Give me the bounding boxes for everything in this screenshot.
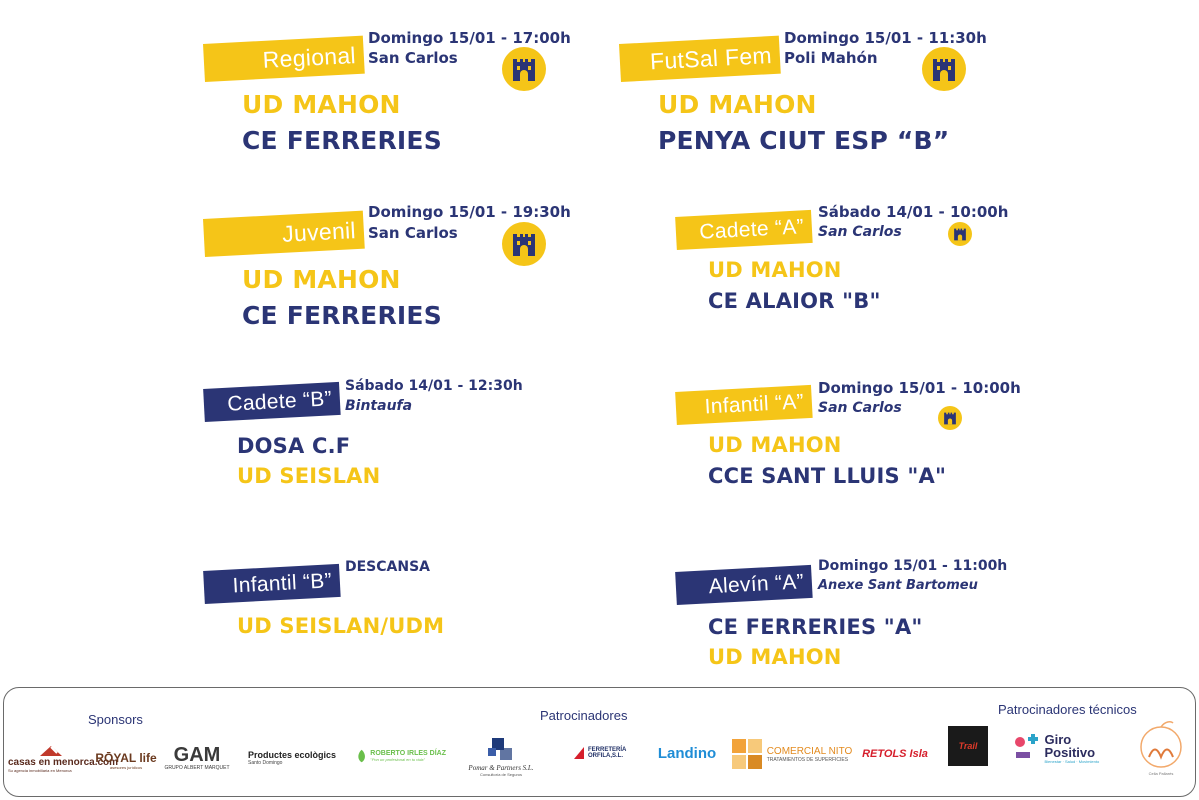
castle-crest-icon: [502, 47, 546, 91]
arrow-icon: [572, 745, 586, 761]
team-away: UD SEISLAN: [237, 464, 381, 488]
category-tag-infantil-a: Infantil “A”: [675, 385, 813, 425]
team-away: CE FERRERIES: [242, 126, 442, 155]
team-home: UD MAHON: [242, 265, 401, 294]
category-tag-cadete-a: Cadete “A”: [675, 210, 813, 250]
match-date: Sábado 14/01 - 12:30h: [345, 378, 523, 394]
category-tag-regional: Regional: [203, 36, 365, 82]
match-venue: San Carlos: [368, 49, 458, 67]
giro-positivo-logo[interactable]: Giro Positivo Bienestar · Salud · Movimiento: [1008, 728, 1118, 768]
team-home: DOSA C.F: [237, 434, 351, 458]
team-resting: UD SEISLAN/UDM: [237, 614, 445, 638]
match-venue: San Carlos: [818, 224, 902, 240]
match-venue: San Carlos: [818, 400, 902, 416]
pomar-partners-logo[interactable]: Pomar & Partners S.L. Consultoría de Seguros: [456, 730, 546, 782]
match-venue: Poli Mahón: [784, 49, 878, 67]
productes-ecologics-logo[interactable]: Productes ecològics Santo Domingo: [248, 750, 337, 766]
match-venue: San Carlos: [368, 224, 458, 242]
peach-icon: [1139, 719, 1183, 771]
celia-pallares-logo[interactable]: Celia Pallarés: [1134, 710, 1188, 784]
match-date: Domingo 15/01 - 11:00h: [818, 558, 1008, 574]
team-away: PENYA CIUT ESP “B”: [658, 126, 950, 155]
landino-logo[interactable]: Landino: [657, 744, 717, 762]
leaf-icon: [356, 744, 367, 768]
tiles-icon: [730, 737, 764, 771]
castle-crest-icon: [938, 406, 962, 430]
team-away: CE FERRERIES: [242, 301, 442, 330]
casas-en-menorca-logo[interactable]: casas en menorca.com Su agencia inmobiliaria en Menorca: [8, 738, 86, 778]
team-away: CE ALAIOR "B": [708, 289, 881, 313]
match-date: Domingo 15/01 - 10:00h: [818, 379, 1021, 397]
rest-label: DESCANSA: [345, 559, 431, 575]
match-venue: Bintaufa: [345, 398, 413, 414]
trail-logo[interactable]: Trail: [948, 726, 988, 766]
ferreteria-orfila-logo[interactable]: FERRETERÍA ORFILA,S.L.: [570, 740, 642, 766]
category-tag-juvenil: Juvenil: [203, 211, 365, 257]
patrocinadores-tecnicos-label: Patrocinadores técnicos: [998, 702, 1137, 717]
patrocinadores-label: Patrocinadores: [540, 708, 628, 723]
category-tag-alevin-a: Alevín “A”: [675, 565, 813, 605]
team-away: UD MAHON: [708, 645, 842, 669]
team-home: CE FERRERIES "A": [708, 615, 923, 639]
match-date: Domingo 15/01 - 11:30h: [784, 29, 987, 47]
category-tag-futsal-fem: FutSal Fem: [619, 36, 781, 82]
retols-isla-logo[interactable]: RETOLS Isla: [862, 748, 928, 760]
sponsors-panel: [3, 687, 1196, 797]
match-venue: Anexe Sant Bartomeu: [818, 578, 978, 593]
grupo-albert-marquet-logo[interactable]: GAM GRUPO ALBERT MARQUET: [164, 744, 230, 771]
category-tag-cadete-b: Cadete “B”: [203, 382, 341, 422]
team-home: UD MAHON: [708, 258, 842, 282]
team-home: UD MAHON: [658, 90, 817, 119]
sponsors-label: Sponsors: [88, 712, 143, 727]
match-date: Domingo 15/01 - 19:30h: [368, 203, 571, 221]
plus-icon: [1012, 734, 1042, 762]
match-date: Sábado 14/01 - 10:00h: [818, 203, 1009, 221]
match-date: Domingo 15/01 - 17:00h: [368, 29, 571, 47]
team-home: UD MAHON: [242, 90, 401, 119]
comercial-nito-logo[interactable]: COMERCIAL NITO TRATAMIENTOS DE SUPERFICIES: [728, 736, 854, 772]
house-icon: [38, 744, 64, 758]
category-tag-infantil-b: Infantil “B”: [203, 564, 341, 604]
royal-life-logo[interactable]: RŌYAL life asesores jurídicos: [95, 750, 157, 770]
team-away: CCE SANT LLUIS "A": [708, 464, 947, 488]
castle-crest-icon: [502, 222, 546, 266]
roberto-irles-diaz-logo[interactable]: ROBERTO IRLES DÍAZ "Pon un profesional en tu vida": [356, 740, 446, 772]
squares-icon: [486, 736, 516, 764]
castle-crest-icon: [922, 47, 966, 91]
team-home: UD MAHON: [708, 433, 842, 457]
castle-crest-icon: [948, 222, 972, 246]
